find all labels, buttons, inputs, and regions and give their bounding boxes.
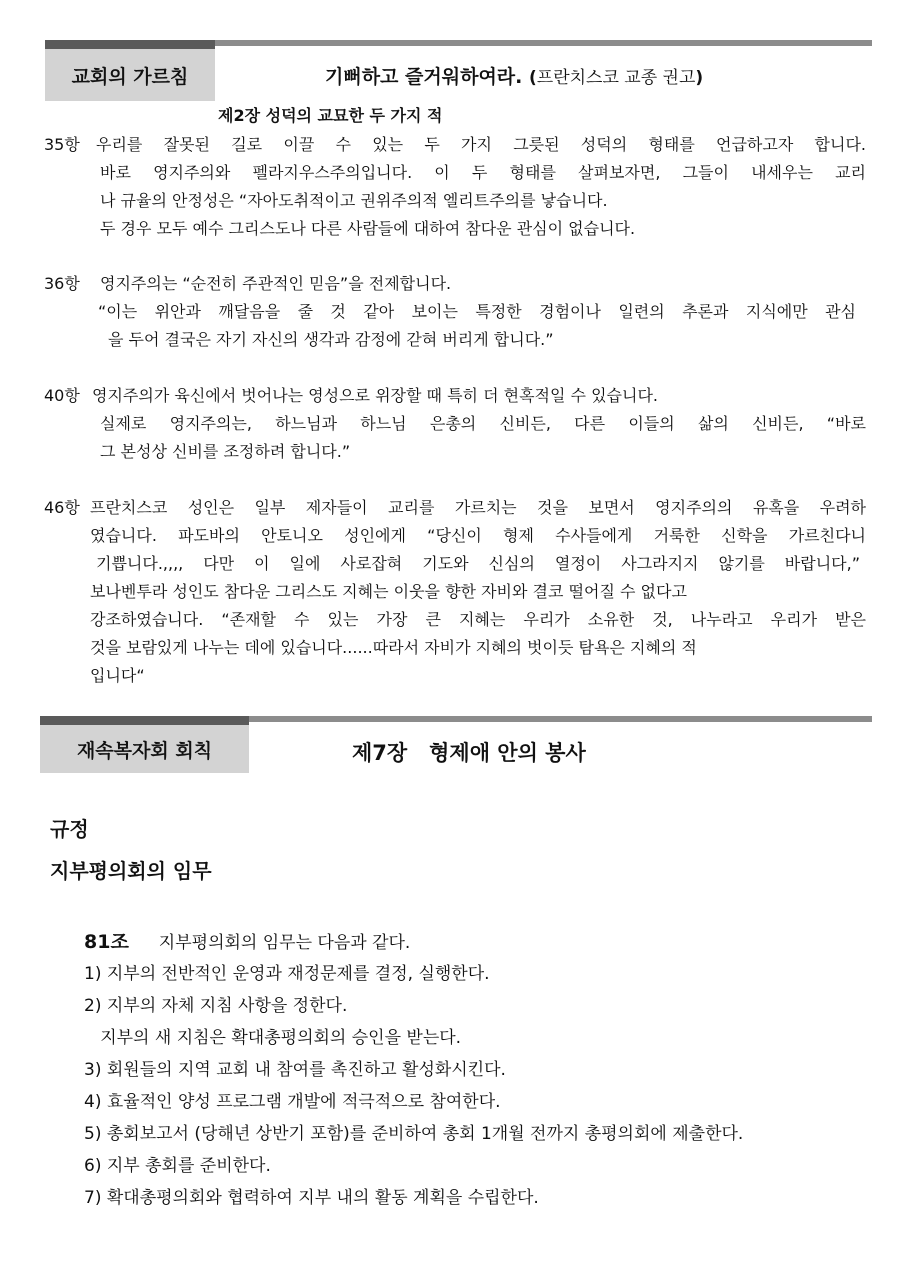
paragraph-number: 46항 xyxy=(44,498,80,517)
list-item: 2) 지부의 자체 지침 사항을 정한다. xyxy=(84,996,348,1016)
section1-subtitle: 제2장 성덕의 교묘한 두 가지 적 xyxy=(218,106,443,125)
paragraph-number: 36항 xyxy=(44,274,80,293)
rule-list xyxy=(84,926,743,1214)
paragraph-line: 바로 영지주의와 펠라지우스주의입니다. 이 두 형태를 살펴보자면, 그들이 내세우는 교리 xyxy=(100,163,866,182)
paragraph-46 xyxy=(44,494,866,690)
paragraph-line: 영지주의는 “순전히 주관적인 믿음”을 전제합니다. xyxy=(100,274,452,293)
paragraph-line: 을 두어 결국은 자기 자신의 생각과 감정에 갇혀 버리게 합니다.” xyxy=(108,330,554,349)
section2-title: 제7장 형제애 안의 봉사 xyxy=(352,741,586,765)
paragraph-line: “이는 위안과 깨달음을 줄 것 같아 보이는 특정한 경험이나 일련의 추론과 지식에만 관심 xyxy=(98,302,856,321)
section1-header-bar xyxy=(215,40,872,46)
article-81 xyxy=(84,926,743,958)
section1-header-bar-left xyxy=(45,40,215,49)
section2-heading-rule: 규정 xyxy=(50,817,89,841)
list-item: 지부의 새 지침은 확대총평의회의 승인을 받는다. xyxy=(84,1028,462,1048)
paragraph-line: 두 경우 모두 예수 그리스도나 다른 사람들에 대하여 참다운 관심이 없습니다. xyxy=(100,219,636,238)
section2-header-bar-left xyxy=(40,716,249,725)
paragraph-number: 40항 xyxy=(44,386,80,405)
list-item: 5) 총회보고서 (당해년 상반기 포함)를 준비하여 총회 1개월 전까지 총평의회에 제출한다. xyxy=(84,1124,744,1144)
paragraph-36 xyxy=(44,270,866,354)
article-number: 81조 xyxy=(84,931,129,953)
paragraph-line: 우리를 잘못된 길로 이끌 수 있는 두 가지 그릇된 성덕의 형태를 언급하고자 합니다. xyxy=(96,135,866,154)
paragraph-line: 나 규율의 안정성은 “자아도취적이고 권위주의적 엘리트주의를 낳습니다. xyxy=(100,191,608,210)
section1-tag: 교회의 가르침 xyxy=(45,49,215,101)
section2-header-bar xyxy=(249,716,872,722)
paragraph-40 xyxy=(44,382,866,466)
paragraph-line: 프란치스코 성인은 일부 제자들이 교리를 가르치는 것을 보면서 영지주의의 유혹을 우려하 xyxy=(90,498,866,517)
section2-heading-duty: 지부평의회의 임무 xyxy=(50,859,212,883)
list-item: 4) 효율적인 양성 프로그램 개발에 적극적으로 참여한다. xyxy=(84,1092,501,1112)
section1-title xyxy=(325,62,703,89)
paragraph-line: 것을 보람있게 나누는 데에 있습니다......따라서 자비가 지혜의 벗이듯 탐욕은 지혜의 적 xyxy=(90,638,697,657)
paragraph-line: 그 본성상 신비를 조정하려 합니다.” xyxy=(100,442,351,461)
list-item: 7) 확대총평의회와 협력하여 지부 내의 활동 계획을 수립한다. xyxy=(84,1188,539,1208)
paragraph-number: 35항 xyxy=(44,135,80,154)
section1-title-text: 기뻐하고 즐거워하여라. xyxy=(325,66,523,88)
paragraph-line: 영지주의가 육신에서 벗어나는 영성으로 위장할 때 특히 더 현혹적일 수 있습니다. xyxy=(92,386,658,405)
section1-title-source: (프란치스코 교종 권고) xyxy=(529,68,704,88)
paragraph-line: 보나벤투라 성인도 참다운 그리스도 지혜는 이웃을 향한 자비와 결코 떨어질 수 없다고 xyxy=(90,582,687,601)
paragraph-line: 였습니다. 파도바의 안토니오 성인에게 “당신이 형제 수사들에게 거룩한 신학을 가르친다니 xyxy=(90,526,866,545)
list-item: 6) 지부 총회를 준비한다. xyxy=(84,1156,271,1176)
article-text: 지부평의회의 임무는 다음과 같다. xyxy=(158,933,411,953)
paragraph-35 xyxy=(44,131,866,243)
paragraph-line: 입니다“ xyxy=(90,666,145,685)
list-item: 3) 회원들의 지역 교회 내 참여를 촉진하고 활성화시킨다. xyxy=(84,1060,506,1080)
list-item: 1) 지부의 전반적인 운영과 재정문제를 결정, 실행한다. xyxy=(84,964,490,984)
section2-tag: 재속복자회 회칙 xyxy=(40,725,249,773)
paragraph-line: 기쁩니다.,,,, 다만 이 일에 사로잡혀 기도와 신심의 열정이 사그라지지 않기를 바랍니다,” xyxy=(96,554,860,573)
paragraph-line: 실제로 영지주의는, 하느님과 하느님 은총의 신비든, 다른 이들의 삶의 신비든, “바로 xyxy=(100,414,866,433)
paragraph-line: 강조하였습니다. “존재할 수 있는 가장 큰 지혜는 우리가 소유한 것, 나누라고 우리가 받은 xyxy=(90,610,866,629)
